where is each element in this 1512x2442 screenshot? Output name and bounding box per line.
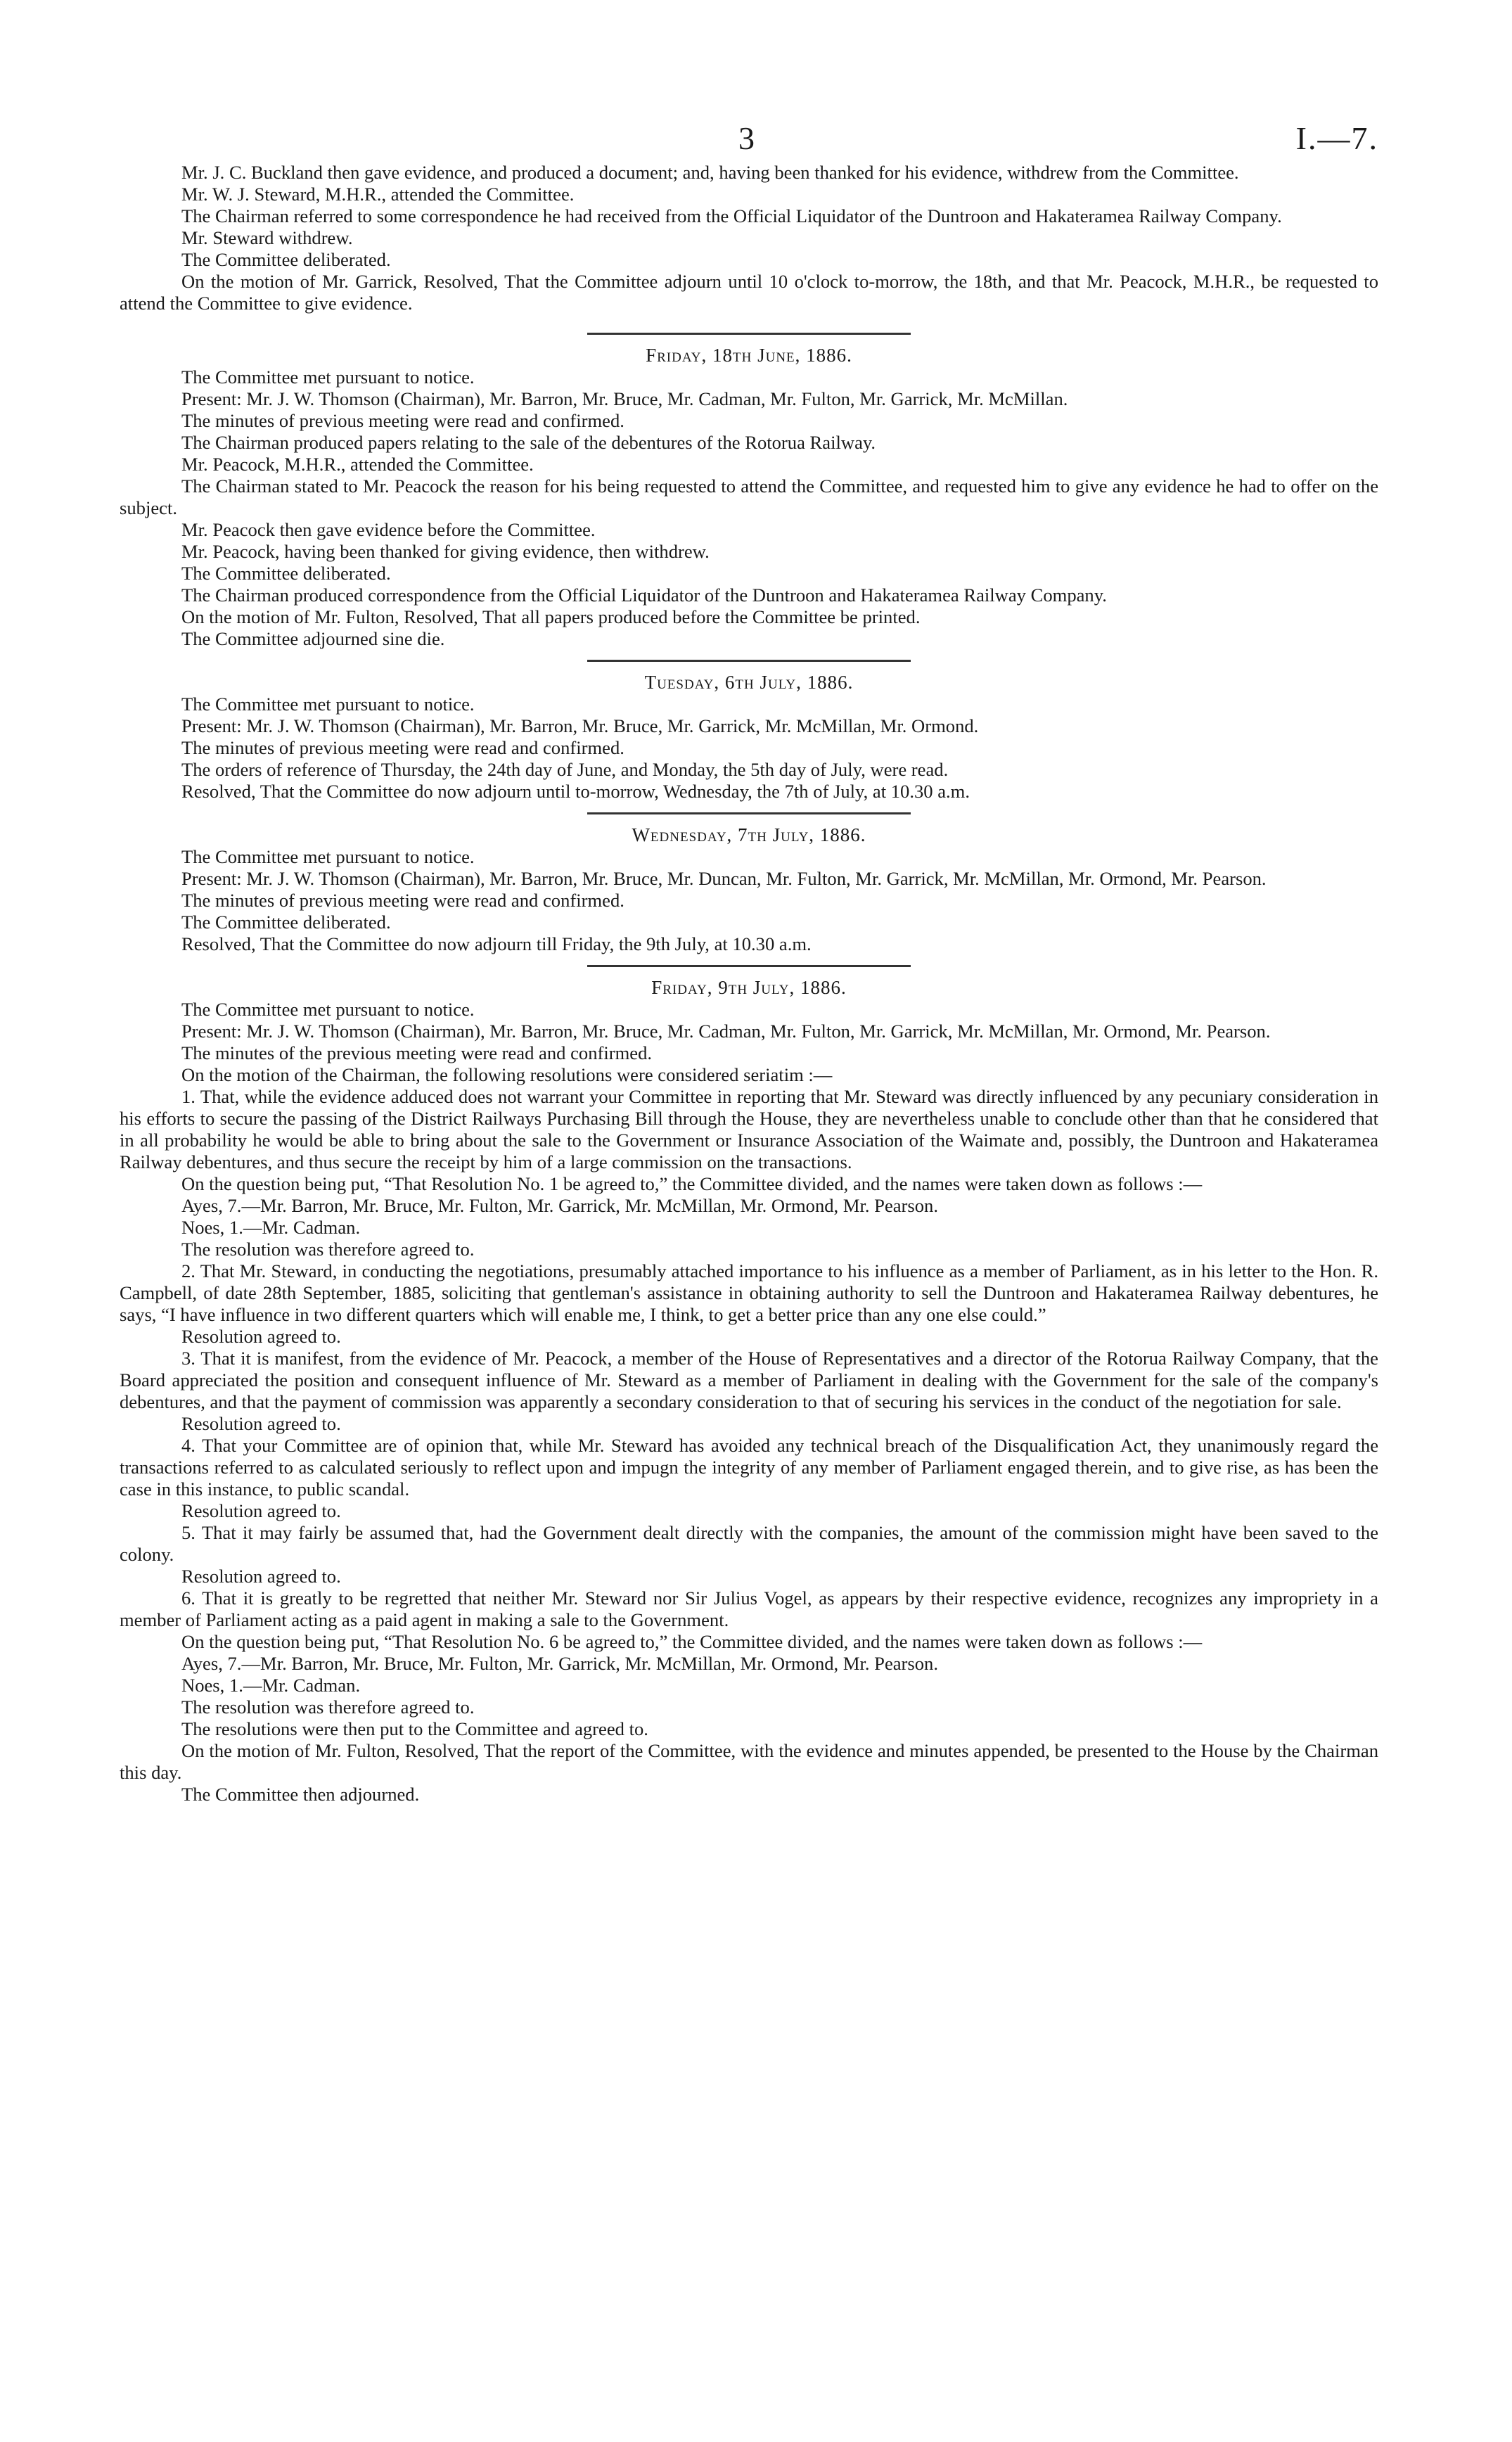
- paragraph: The orders of reference of Thursday, the 24th day of June, and Monday, the 5th day of July, were read.: [181, 759, 949, 780]
- resolution-paragraph: 6. That it is greatly to be regretted that neither Mr. Steward nor Sir Julius Vogel, as appears by their respective evidence, recognizes any impropriety in a member of Parliament acting as a paid agent in making a sale to the Government.: [120, 1587, 1378, 1630]
- paragraph: Mr. W. J. Steward, M.H.R., attended the Committee.: [181, 184, 575, 205]
- paragraph: The Committee met pursuant to notice.: [181, 846, 475, 867]
- paragraph: The Committee deliberated.: [181, 912, 391, 933]
- paragraph: Resolution agreed to.: [181, 1500, 341, 1521]
- paragraph: The Committee deliberated.: [181, 563, 391, 584]
- resolution-paragraph: 4. That your Committee are of opinion that, while Mr. Steward has avoided any technical breach of the Disqualification Act, they unanimously regard the transactions referred to as calculated seriously to reflect upon and impugn the integrity of any member of Parliament engaged therein, and to give rise, as has been the case in this instance, to public scandal.: [120, 1435, 1378, 1500]
- paragraph: Mr. Peacock, having been thanked for giving evidence, then withdrew.: [181, 541, 710, 562]
- paragraph: On the question being put, “That Resolution No. 1 be agreed to,” the Committee divided, and the names were taken down as follows :—: [181, 1173, 1203, 1194]
- resolution-paragraph: 1. That, while the evidence adduced does not warrant your Committee in reporting that Mr. Steward was directly influenced by any pecuniary consideration in his efforts to secure the passing of the District Railways Purchasing Bill through the House, they are nevertheless unable to conclude other than that he considered that in all probability he would be able to bring about the sale to the Government or Insurance Association of the Waimate and, possibly, the Duntroon and Hakateramea Railway debentures, and thus secure the receipt by him of a large commission on the transactions.: [120, 1086, 1378, 1172]
- resolution-paragraph: 5. That it may fairly be assumed that, had the Government dealt directly with the companies, the amount of the commission might have been saved to the colony.: [120, 1522, 1378, 1565]
- meeting-date-heading: Friday, 18th June, 1886.: [646, 345, 852, 366]
- intro-section: [120, 162, 1378, 314]
- paragraph: The Chairman referred to some correspondence he had received from the Official Liquidator of the Duntroon and Hakateramea Railway Company.: [181, 205, 1282, 226]
- meeting-section: [120, 824, 1378, 955]
- page-number: 3: [738, 120, 755, 156]
- meeting-date-heading: Friday, 9th July, 1886.: [651, 977, 847, 998]
- paragraph: Resolution agreed to.: [181, 1326, 341, 1347]
- paragraph: Resolved, That the Committee do now adjourn until to-morrow, Wednesday, the 7th of July, at 10.30 a.m.: [181, 781, 970, 802]
- paragraph: The minutes of previous meeting were read and confirmed.: [181, 890, 624, 911]
- paragraph: Mr. Peacock, M.H.R., attended the Committee.: [181, 454, 534, 475]
- paragraph: On the motion of Mr. Garrick, Resolved, That the Committee adjourn until 10 o'clock to-morrow, the 18th, and that Mr. Peacock, M.H.R., be requested to attend the Committee to give evidence.: [120, 271, 1378, 314]
- paragraph: Present: Mr. J. W. Thomson (Chairman), Mr. Barron, Mr. Bruce, Mr. Cadman, Mr. Fulton, Mr. Garrick, Mr. McMillan, Mr. Ormond, Mr. Pearson.: [181, 1021, 1271, 1042]
- paragraph: Present: Mr. J. W. Thomson (Chairman), Mr. Barron, Mr. Bruce, Mr. Duncan, Mr. Fulton, Mr. Garrick, Mr. McMillan, Mr. Ormond, Mr. Pearson.: [181, 868, 1267, 889]
- paragraph: The Chairman stated to Mr. Peacock the reason for his being requested to attend the Committee, and requested him to give any evidence he had to offer on the subject.: [120, 475, 1378, 518]
- paragraph: The minutes of previous meeting were read and confirmed.: [181, 410, 624, 431]
- paragraph: The resolution was therefore agreed to.: [181, 1239, 475, 1260]
- paragraph: Resolution agreed to.: [181, 1413, 341, 1434]
- paragraph: Mr. J. C. Buckland then gave evidence, and produced a document; and, having been thanked for his evidence, withdrew from the Committee.: [181, 162, 1239, 183]
- paragraph: The Chairman produced papers relating to the sale of the debentures of the Rotorua Railway.: [181, 432, 876, 453]
- page-header: [120, 120, 1378, 162]
- document-page: [120, 120, 1378, 1805]
- paragraph: The resolutions were then put to the Committee and agreed to.: [181, 1718, 648, 1739]
- paragraph: On the question being put, “That Resolution No. 6 be agreed to,” the Committee divided, and the names were taken down as follows :—: [181, 1631, 1203, 1652]
- meeting-date-heading: Wednesday, 7th July, 1886.: [632, 824, 866, 845]
- resolution-paragraph: 3. That it is manifest, from the evidence of Mr. Peacock, a member of the House of Representatives and a director of the Rotorua Railway Company, that the Board appreciated the position and consequent influence of Mr. Steward as a member of Parliament in dealing with the Government for the sale of the company's debentures, and that the payment of commission was apparently a secondary consideration to that of securing his services in the conduct of the negotiation for sale.: [120, 1348, 1378, 1412]
- paragraph: The minutes of previous meeting were read and confirmed.: [181, 737, 624, 758]
- meeting-section: [120, 977, 1378, 1805]
- paragraph: Mr. Steward withdrew.: [181, 227, 353, 248]
- paragraph: On the motion of Mr. Fulton, Resolved, That all papers produced before the Committee be printed.: [181, 606, 921, 627]
- paragraph: The minutes of the previous meeting were read and confirmed.: [181, 1042, 653, 1063]
- paragraph: Resolved, That the Committee do now adjourn till Friday, the 9th July, at 10.30 a.m.: [181, 933, 812, 954]
- meeting-section: [120, 345, 1378, 650]
- paragraph: The Committee met pursuant to notice.: [181, 999, 475, 1020]
- document-reference: I.—7.: [1295, 120, 1378, 156]
- resolution-paragraph: 2. That Mr. Steward, in conducting the negotiations, presumably attached importance to his influence as a member of Parliament, as in his letter to the Hon. R. Campbell, of date 28th September, 1885, soliciting that gentleman's assistance in obtaining authority to sell the Duntroon and Hakateramea Railway debentures, he says, “I have influence in two different quarters which will enable me, I think, to get a better price than any one else could.”: [120, 1260, 1378, 1325]
- vote-ayes: Ayes, 7.—Mr. Barron, Mr. Bruce, Mr. Fulton, Mr. Garrick, Mr. McMillan, Mr. Ormond, Mr. Pearson.: [181, 1653, 939, 1674]
- paragraph: Mr. Peacock then gave evidence before the Committee.: [181, 519, 596, 540]
- paragraph: The resolution was therefore agreed to.: [181, 1696, 475, 1718]
- paragraph: The Committee adjourned sine die.: [181, 628, 445, 649]
- vote-noes: Noes, 1.—Mr. Cadman.: [181, 1675, 361, 1696]
- vote-ayes: Ayes, 7.—Mr. Barron, Mr. Bruce, Mr. Fulton, Mr. Garrick, Mr. McMillan, Mr. Ormond, Mr. Pearson.: [181, 1195, 939, 1216]
- paragraph: The Committee then adjourned.: [181, 1784, 420, 1805]
- meeting-section: [120, 672, 1378, 803]
- paragraph: On the motion of Mr. Fulton, Resolved, That the report of the Committee, with the evidence and minutes appended, be presented to the House by the Chairman this day.: [120, 1740, 1378, 1783]
- meeting-date-heading: Tuesday, 6th July, 1886.: [644, 672, 854, 693]
- paragraph: The Chairman produced correspondence from the Official Liquidator of the Duntroon and Hakateramea Railway Company.: [181, 584, 1107, 606]
- paragraph: The Committee deliberated.: [181, 249, 391, 270]
- paragraph: Resolution agreed to.: [181, 1566, 341, 1587]
- paragraph: The Committee met pursuant to notice.: [181, 693, 475, 715]
- paragraph: Present: Mr. J. W. Thomson (Chairman), Mr. Barron, Mr. Bruce, Mr. Cadman, Mr. Fulton, Mr. Garrick, Mr. McMillan.: [181, 388, 1068, 409]
- paragraph: The Committee met pursuant to notice.: [181, 366, 475, 388]
- paragraph: Present: Mr. J. W. Thomson (Chairman), Mr. Barron, Mr. Bruce, Mr. Garrick, Mr. McMillan, Mr. Ormond.: [181, 715, 979, 736]
- vote-noes: Noes, 1.—Mr. Cadman.: [181, 1217, 361, 1238]
- paragraph: On the motion of the Chairman, the following resolutions were considered seriatim :—: [181, 1064, 833, 1085]
